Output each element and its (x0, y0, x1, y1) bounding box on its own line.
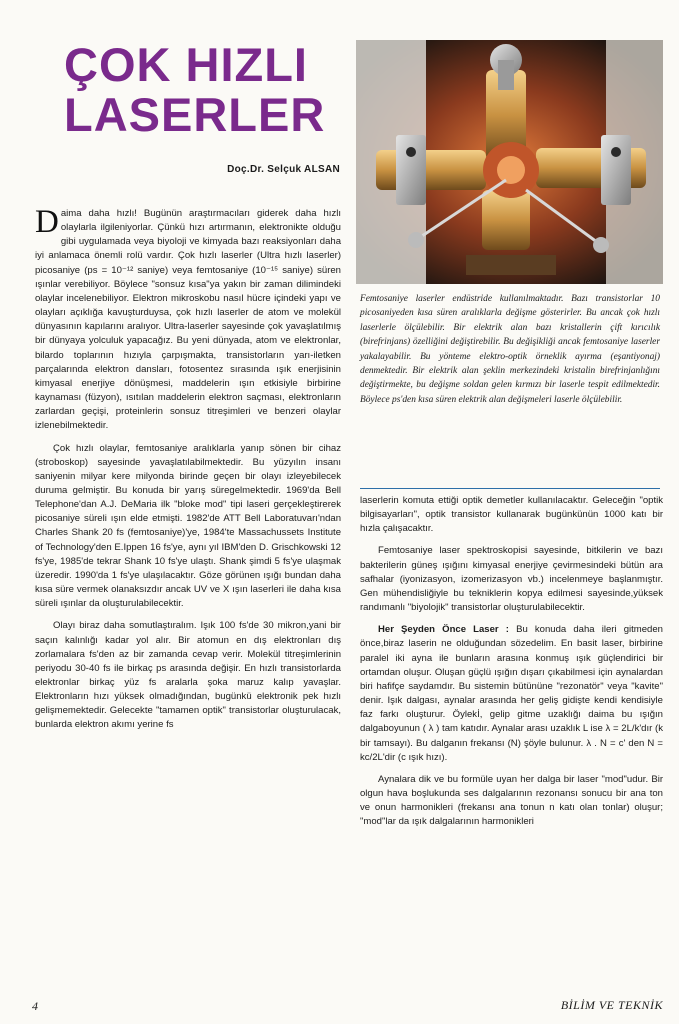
paragraph-4: laserlerin komuta ettiği optik demetler kullanılacaktır. Geleceğin "optik bilgisayarları", optik transistor kullanarak bugünkünün 1000 katı bir hızla çalışacaktır. (360, 495, 663, 535)
right-column (360, 494, 663, 837)
title-line-2: LASERLER (64, 88, 326, 141)
drop-cap: D (35, 204, 59, 240)
caption-divider (360, 488, 660, 489)
paragraph-7: Aynalara dik ve bu formüle uyan her dalga bir laser "mod"udur. Bir olgun hava boşlukunda ses dalgalarının rezonansı sonucu bir ana ton ve onun harmonikleri (frekansı ana tonun n katı olan tonlar) oluşur; "mod"lar da ışık dalgalarının harmonikleri (360, 773, 663, 828)
paragraph-2: Çok hızlı olaylar, femtosaniye aralıklarla yanıp sönen bir cihaz (stroboskop) sayesinde yavaşlatılabilmektedir. Bu yüzyılın insanı saniyenin milyar kere milyonda birinde geçen bir olayı izleyebilecek duruma gelmiştir. Bu konuda bir yarış süregelmektedir. 1969'da Bell Telephone'dan A.J. DeMaria ilk "bloke mod" tipi laseri gerçekleştirerek picosaniye süreli ışın elde etmişti. 1982'de ATT Bell Laboratuvarı'ndan Charles Shank 20 fs (femtosaniye)'ye, 1984'te Massachussets Institute of Technology'den E.Ippen 16 fs'ye, aynı yıl IBM'den D. Grischkowski 12 fs'ye, 1985'de tekrar Shank 10 fs'ye ulaştı. Shank şimdi 5 fs'ye ulaşmak üzeredir. 1990'da 1 fs'ye ulaşılacaktır. Göze görünen ışığı bundan daha kısa süre vermek olanaksızdır ancak UV ve X ışın laserleri ile daha kısa süreli ışınlar da oluşturulabilecektir. (35, 442, 341, 610)
paragraph-6-text: Bu konuda daha ileri gitmeden önce,biraz laserin ne olduğundan sözedelim. En basit laser, birbirine paralel iki ayna ile bunların arasına konmuş ışık güçlendirici bir ortamdan oluşur. Oluşan güçlü ışığın dışarı çıkabilmesi için aynalardan biri hafifçe saydamdır. Bu sistemin bütününe "rezonatör" veya "kavite" denir. Işık dalgası, aynalar arasında her geliş gidişte kendi kendisiyle faz farkı oluşturur. Öylekİ, gelip gitme uzaklığı daima bu ışığın dalgaboyunun ( λ ) tam katıdır. Aynalar arası uzaklık L ise λ = 2L/k'dır (k bir tamsayı). Bu dalganın frekansı (N) şöyle bulunur. λ . N = c' den N = kc/2L'dir (c ışık hızı). (360, 624, 663, 763)
left-column (35, 204, 341, 741)
title-line-1: ÇOK HIZLI (64, 38, 308, 91)
laser-apparatus-illustration (356, 40, 663, 284)
author-byline: Doç.Dr. Selçuk ALSAN (227, 164, 340, 175)
article-title (64, 40, 344, 140)
subheading-laser: Her Şeyden Önce Laser : (378, 624, 509, 636)
photo-caption: Femtosaniye laserler endüstride kullanılmaktadır. Bazı transistorlar 10 picosaniyeden kısa süren aralıklarla değişme gösterirler. Bu ancak çok hızlı laserlerle ölçülebilir. Bir elektrik alan bazı kristallerin çift kırıcılık (birefrinjans) özelliğini değiştirebilir. Bu değişikliği ancak femtosaniye laserler yakalayabilir. Bu yönteme elektro-optik örneklik ayırma (eşantiyonaj) denmektedir. Bir elektrik alan şeklin merkezindeki kristalin birefrinjanlığını değiştirmekte, bu değişme soldan gelen kırmızı bir laserle tespit edilmektedir. Böylece ps'den kısa süren elektrik alan değişmeleri laserle ölçülebilir. (360, 294, 660, 405)
paragraph-6 (360, 623, 663, 765)
magazine-name: BİLİM VE TEKNİK (560, 998, 663, 1012)
paragraph-5: Femtosaniye laser spektroskopisi sayesinde, bitkilerin ve bazı bakterilerin güneş ışığını kimyasal enerjiye çevirmesindeki bütün ara safhalar (iyonizasyon, izomerizasyon vb.) incelenmeye başlanmıştır. Gen mühendisliğiyle bu tekniklerin kopya edilmesi sayesinde,yüksek randımanlı "biyolojik" transistorlar oluşturulabilecektir. (360, 545, 663, 614)
laser-apparatus-photo (356, 40, 663, 284)
paragraph-3: Olayı biraz daha somutlaştıralım. Işık 100 fs'de 30 mikron,yani bir saçın kalınlığı kadar yol alır. Bir atomun en dış elektronları dış zorlamalara fs'den az bir zamanda cevap verir. Molekül titreşimlerinin periyodu 30-40 fs ile birkaç ps arasında değişir. En hızlı transistorlarda elektronlar birkaç yüz fs aralarla şoka maruz kalıp yavaşlar. Elektronların hızı yüksek olmadığından, bugünkü elektronik pek hızlı gelişmemektedir. Gelecekte "tamamen optik" transistorlar oluşturulacak, bunlarda elektron akımı yerine fs (35, 620, 341, 731)
paragraph-intro (35, 204, 341, 434)
page-number: 4 (32, 999, 38, 1013)
intro-text: aima daha hızlı! Bugünün araştırmacıları giderek daha hızlı olaylarla ilgileniyorlar. Çünkü hızı artırmanın, elektronikte olduğu gibi uygulamada veya biyoloji ve kimyada bazı reaksiyonları daha iyi anlamaca önemli rolü vardır. Çok hızlı laserler (Ultra hızlı laserler) picosaniye (ps = 10⁻¹² saniye) veya femtosaniye (10⁻¹⁵ saniye) süren ışınlar verebiliyor. Böylece "sonsuz kısa"ya yakın bir zaman dilimindeki olaylar incelenebiliyor. Elektron mikroskobu nasıl hücre içindeki yapı ve olayları açıklığa kavuşturduysa, çok hızlı laserler de atom ve molekül dünyasının kapılarını aralıyor. Ultra-laserler sayesinde çok yavaşlatılmış bir dünyaya yolculuk yapacağız. Bu yeni dünyada, atom ve elektronlar, bilardo toplarının hızıyla çarpışmakta, transistorların yarı-iletken parçalarında elektron dansları, fotosentez sırasında ışık enerjisinin kimyasal enerjiye dönüşmesi, maddelerin ışın etkisiyle birbirine kaynaması (füzyon), ısıtılan maddelerin elektron saçması, elektronların zarlardan geçişi, proteinlerin sonsuz titreşimleri ve benzeri olaylar izlenebilmektedir. (35, 208, 341, 432)
